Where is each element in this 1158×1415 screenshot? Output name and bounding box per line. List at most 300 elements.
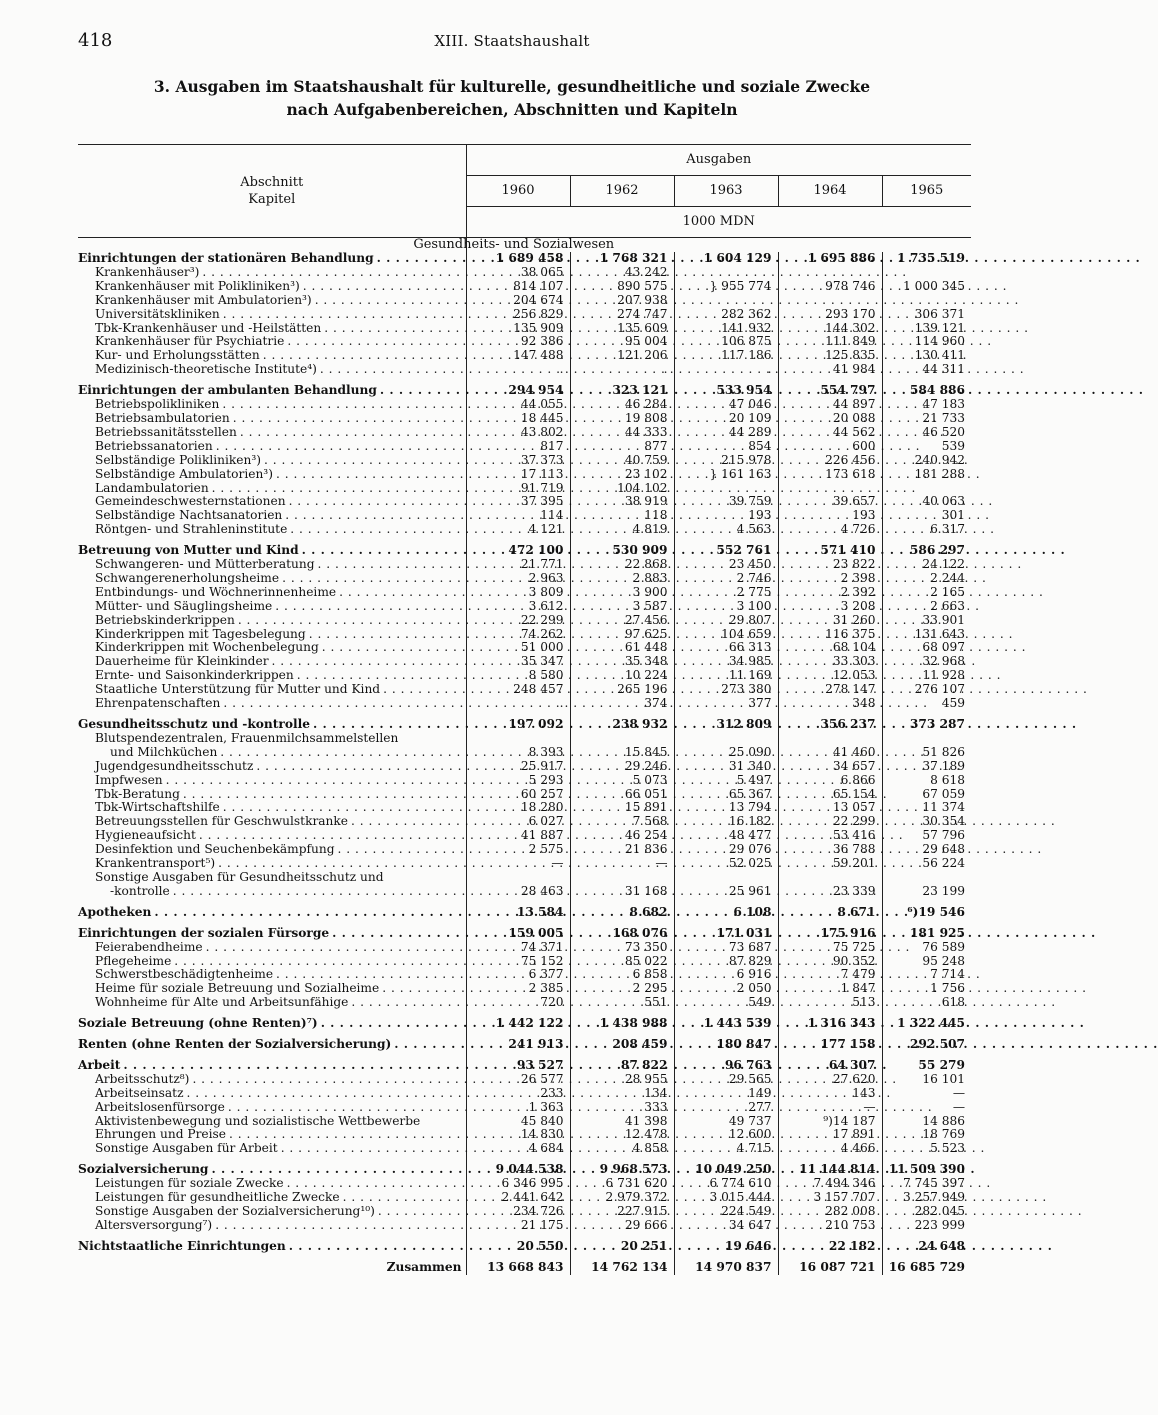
row-label — [78, 774, 466, 788]
value-cell-1963: 19 646 — [674, 1240, 778, 1254]
table-row-section — [78, 906, 971, 920]
table-row — [78, 829, 971, 843]
value-cell-1965: 67 059 — [882, 788, 971, 802]
row-label-text: Selbständige Ambulatorien³) — [95, 466, 273, 481]
leader-dots — [317, 363, 1024, 377]
value-cell-1963: 180 847 — [674, 1038, 778, 1052]
leader-dots — [220, 308, 927, 322]
value-cell-1960: 25 917 — [466, 760, 570, 774]
row-label — [78, 927, 466, 941]
value-cell-1960: 5 293 — [466, 774, 570, 788]
table-title-line-1: 3. Ausgaben im Staatshaushalt für kulturelle, gesundheitliche und soziale Zwecke — [153, 77, 871, 96]
value-cell-1963: 215 978 — [674, 454, 778, 468]
value-cell-1965: 1 000 345 — [882, 280, 971, 294]
row-label — [78, 746, 466, 760]
table-title-line-2: nach Aufgabenbereichen, Abschnitten und Kapiteln — [286, 100, 738, 119]
value-cell-1964: 59 201 — [778, 857, 882, 871]
value-cell-1960: 38 065 — [466, 266, 570, 280]
row-label-text: Arbeitseinsatz — [95, 1085, 184, 1100]
leader-dots — [318, 1017, 1085, 1031]
value-cell-1962: 8 682 — [570, 906, 674, 920]
value-cell-1960: 1 689 458 — [466, 252, 570, 266]
row-label-text: Sonstige Ausgaben für Gesundheitsschutz und — [95, 869, 384, 884]
value-cell-1963: 44 289 — [674, 426, 778, 440]
value-cell-1965: 30 354 — [882, 815, 971, 829]
table-row — [78, 468, 971, 482]
row-label-text: Krankentransport⁵) — [95, 856, 216, 871]
value-cell-1960: 2 441 642 — [466, 1191, 570, 1205]
value-cell-1963: 6 108 — [674, 906, 778, 920]
value-cell-1964: 193 — [778, 509, 882, 523]
value-cell-1963: 193 — [674, 509, 778, 523]
value-cell-1960: 147 488 — [466, 349, 570, 363]
table-row — [78, 266, 971, 280]
value-cell-1964: — — [778, 1101, 882, 1115]
header-year: 1964 — [778, 176, 882, 207]
value-cell-1964: 177 158 — [778, 1038, 882, 1052]
value-cell-1962: 238 932 — [570, 718, 674, 732]
value-cell-1960: 6 346 995 — [466, 1177, 570, 1191]
value-cell-1962: 61 448 — [570, 641, 674, 655]
value-cell-1963: 73 687 — [674, 941, 778, 955]
value-cell-1962: 135 609 — [570, 322, 674, 336]
value-cell-1962: 12 478 — [570, 1128, 674, 1142]
value-cell-1963: 49 737 — [674, 1115, 778, 1129]
table-row — [78, 1191, 971, 1205]
value-cell-1962: . — [570, 363, 674, 377]
row-label-text: Schwangerenerholungsheime — [95, 570, 280, 585]
value-cell-1960: 241 913 — [466, 1038, 570, 1052]
value-cell-1962: 877 — [570, 440, 674, 454]
row-label — [78, 829, 466, 843]
value-cell-1962: 227 915 — [570, 1205, 674, 1219]
value-cell-1960: . — [466, 697, 570, 711]
row-label-text: Krankenhäuser mit Polikliniken³) — [95, 278, 300, 293]
table-row — [78, 308, 971, 322]
value-cell-1964 — [778, 732, 882, 746]
value-cell-1963: 25 090 — [674, 746, 778, 760]
table-row — [78, 1087, 971, 1101]
row-label-text: Selbständige Nachtsanatorien — [95, 508, 283, 523]
table-row — [78, 669, 971, 683]
value-cell-1965: 18 769 — [882, 1128, 971, 1142]
value-cell-1960: 22 299 — [466, 614, 570, 628]
value-cell-1965: 6 317 — [882, 523, 971, 537]
value-cell-1963: 96 763 — [674, 1059, 778, 1073]
value-cell-1965: 373 287 — [882, 718, 971, 732]
table-row — [78, 349, 971, 363]
value-cell-1965: 223 999 — [882, 1219, 971, 1233]
value-cell-1960: 4 121 — [466, 523, 570, 537]
value-cell-1964: 39 657 — [778, 495, 882, 509]
row-label — [78, 697, 466, 711]
row-label-text: Medizinisch-theoretische Institute⁴) — [95, 362, 317, 377]
table-row-section — [78, 1163, 971, 1177]
value-cell-1963: 87 829 — [674, 955, 778, 969]
value-cell-1963: 854 — [674, 440, 778, 454]
row-label — [78, 440, 466, 454]
row-label-text: Apotheken — [78, 904, 152, 919]
row-label — [78, 885, 466, 899]
value-cell-1964: 1 695 886 — [778, 252, 882, 266]
row-label-text: Ernte- und Saisonkinderkrippen — [95, 668, 294, 683]
row-label-text: Heime für soziale Betreuung und Sozialheime — [95, 981, 380, 996]
value-cell-1962: 35 348 — [570, 655, 674, 669]
value-cell-1962: 5 073 — [570, 774, 674, 788]
header-kapitel: Kapitel — [248, 192, 296, 207]
value-cell-1962: — — [570, 857, 674, 871]
value-cell-1962: 3 587 — [570, 600, 674, 614]
header-unit: 1000 MDN — [466, 207, 971, 238]
value-cell-1962: 15 845 — [570, 746, 674, 760]
value-cell-1965: 301 — [882, 509, 971, 523]
value-cell-1960: 159 005 — [466, 927, 570, 941]
row-label — [78, 523, 466, 537]
value-cell-1962: 2 295 — [570, 982, 674, 996]
row-label — [78, 655, 466, 669]
row-label — [78, 412, 466, 426]
row-label — [78, 363, 466, 377]
row-label-text: Soziale Betreuung (ohne Renten)⁷) — [78, 1016, 318, 1031]
table-header — [78, 145, 971, 253]
table-row — [78, 1115, 971, 1129]
row-label-text: Ehrungen und Preise — [95, 1127, 226, 1142]
row-label-text: Kinderkrippen mit Tagesbelegung — [95, 626, 306, 641]
row-label — [78, 482, 466, 496]
row-label — [78, 335, 466, 349]
row-label — [78, 495, 466, 509]
value-cell-1960: 74 262 — [466, 628, 570, 642]
value-cell-1965: 23 199 — [882, 885, 971, 899]
row-label-text: Betreuung von Mutter und Kind — [78, 543, 299, 558]
value-cell-1965: 16 101 — [882, 1073, 971, 1087]
value-cell-1964: 513 — [778, 996, 882, 1010]
row-label-text: Ehrenpatenschaften — [95, 696, 221, 711]
leader-dots — [220, 801, 927, 815]
row-label-text: Aktivistenbewegung und sozialistische Wettbewerbe — [95, 1113, 421, 1128]
row-label — [78, 871, 466, 885]
value-cell-1960: 93 527 — [466, 1059, 570, 1073]
value-cell-1964: 571 410 — [778, 544, 882, 558]
row-label — [78, 1261, 466, 1275]
row-label — [78, 426, 466, 440]
row-label — [78, 252, 466, 266]
value-cell-1962: 14 762 134 — [570, 1261, 674, 1275]
table-row — [78, 843, 971, 857]
value-cell-1963: 23 450 — [674, 558, 778, 572]
leader-dots — [329, 927, 1096, 941]
row-label — [78, 1038, 466, 1052]
value-cell-1965: 21 733 — [882, 412, 971, 426]
row-label-text: Gemeindeschwesternstationen — [95, 494, 286, 509]
value-cell-1963: 282 362 — [674, 308, 778, 322]
row-label-text: Kur- und Erholungsstätten — [95, 348, 260, 363]
value-cell-1964: 6 866 — [778, 774, 882, 788]
value-cell-1960 — [466, 871, 570, 885]
value-cell-1965 — [882, 871, 971, 885]
table-row — [78, 683, 971, 697]
value-cell-1965: 5 523 — [882, 1142, 971, 1156]
row-label-text: Universitätskliniken — [95, 306, 220, 321]
value-cell-1965: 68 097 — [882, 641, 971, 655]
row-label-text: Arbeitsschutz⁸) — [95, 1071, 190, 1086]
value-cell-1963: 6 774 610 — [674, 1177, 778, 1191]
row-label — [78, 760, 466, 774]
value-cell-1962: 2 883 — [570, 572, 674, 586]
value-cell-1965: 95 248 — [882, 955, 971, 969]
value-cell-1962: 44 333 — [570, 426, 674, 440]
value-cell-1960: 18 280 — [466, 801, 570, 815]
value-cell-1962: 4 819 — [570, 523, 674, 537]
row-label-text: Betriebskinderkrippen — [95, 612, 235, 627]
page-header — [0, 30, 1024, 54]
row-label-text: Feierabendheime — [95, 939, 203, 954]
row-label-text: Einrichtungen der sozialen Fürsorge — [78, 925, 330, 940]
header-year: 1965 — [882, 176, 971, 207]
chapter-heading: XIII. Staatshaushalt — [434, 32, 590, 50]
value-cell-1962: 19 808 — [570, 412, 674, 426]
value-cell-1965: — — [882, 1101, 971, 1115]
row-label — [78, 941, 466, 955]
value-cell-1965: 2 663 — [882, 600, 971, 614]
value-cell-1963: 2 050 — [674, 982, 778, 996]
row-label — [78, 1205, 466, 1219]
table-row — [78, 482, 971, 496]
table-row — [78, 1101, 971, 1115]
table-row — [78, 600, 971, 614]
value-cell-1965: 139 121 — [882, 322, 971, 336]
row-label — [78, 683, 466, 697]
table-row — [78, 412, 971, 426]
row-label — [78, 384, 466, 398]
value-cell-1965: 57 796 — [882, 829, 971, 843]
value-cell-1965: 7 745 397 — [882, 1177, 971, 1191]
table-row — [78, 1142, 971, 1156]
value-cell-1964: 20 088 — [778, 412, 882, 426]
value-cell-1962: 890 575 — [570, 280, 674, 294]
value-cell-1964: 41 984 — [778, 363, 882, 377]
value-cell-1964: 13 057 — [778, 801, 882, 815]
value-cell-1965: 1 735 519 — [882, 252, 971, 266]
row-label — [78, 1059, 466, 1073]
value-cell-1964: 11 144 814 — [778, 1163, 882, 1177]
value-cell-1963: 39 759 — [674, 495, 778, 509]
value-cell-1965: 46 520 — [882, 426, 971, 440]
value-cell-1963: 106 875 — [674, 335, 778, 349]
value-cell-1963: 5 497 — [674, 774, 778, 788]
value-cell-1962: 41 398 — [570, 1115, 674, 1129]
value-cell-1962: 95 004 — [570, 335, 674, 349]
value-cell-1962: 29 666 — [570, 1219, 674, 1233]
value-cell-1963: . — [674, 363, 778, 377]
value-cell-1960: 51 000 — [466, 641, 570, 655]
value-cell-1963: 4 715 — [674, 1142, 778, 1156]
row-label-text: Pflegeheime — [95, 953, 172, 968]
value-cell-1964: 7 479 — [778, 968, 882, 982]
value-cell-1960: 197 092 — [466, 718, 570, 732]
row-label — [78, 788, 466, 802]
value-cell-1960: 472 100 — [466, 544, 570, 558]
value-cell-1964: 22 182 — [778, 1240, 882, 1254]
value-cell-1964: 16 087 721 — [778, 1261, 882, 1275]
value-cell-1965: 181 288 — [882, 468, 971, 482]
value-cell-1965: 3 257 949 — [882, 1191, 971, 1205]
value-cell-1964: 282 008 — [778, 1205, 882, 1219]
value-cell-1964: 75 725 — [778, 941, 882, 955]
row-label-text: Betriebsambulatorien — [95, 410, 230, 425]
row-label — [78, 857, 466, 871]
value-cell-1962: 333 — [570, 1101, 674, 1115]
value-cell-1964: 4 726 — [778, 523, 882, 537]
table-row — [78, 363, 971, 377]
row-label — [78, 1115, 466, 1129]
value-cell-1960: 43 802 — [466, 426, 570, 440]
value-cell-1964: 31 260 — [778, 614, 882, 628]
value-cell-1965: 24 648 — [882, 1240, 971, 1254]
value-cell-1960: 20 550 — [466, 1240, 570, 1254]
value-cell-1964: 278 147 — [778, 683, 882, 697]
value-cell-1965: 76 589 — [882, 941, 971, 955]
value-cell-1963: 171 031 — [674, 927, 778, 941]
row-label-text: Krankenhäuser für Psychiatrie — [95, 334, 285, 349]
table-row — [78, 523, 971, 537]
value-cell-1960: 44 055 — [466, 398, 570, 412]
value-cell-1964: 44 897 — [778, 398, 882, 412]
value-cell-1964: 554 797 — [778, 384, 882, 398]
value-cell-1960: 18 445 — [466, 412, 570, 426]
value-cell-1962: 530 909 — [570, 544, 674, 558]
value-cell-1964: 116 375 — [778, 628, 882, 642]
leader-dots — [391, 1038, 1158, 1052]
value-cell-1962: 38 919 — [570, 495, 674, 509]
table-row — [78, 572, 971, 586]
value-cell-1962: 104 102 — [570, 482, 674, 496]
row-label-text: und Milchküchen — [110, 744, 218, 759]
value-cell-1960: 26 577 — [466, 1073, 570, 1087]
row-label-text: Desinfektion und Seuchenbekämpfung — [95, 842, 335, 857]
value-cell-1964: 7 494 346 — [778, 1177, 882, 1191]
value-cell-1965: 29 648 — [882, 843, 971, 857]
value-cell-1965: 584 886 — [882, 384, 971, 398]
value-cell-1962: 28 955 — [570, 1073, 674, 1087]
value-cell-1962: 46 254 — [570, 829, 674, 843]
row-label — [78, 641, 466, 655]
leader-dots — [212, 1219, 919, 1233]
value-cell-1963: 1 604 129 — [674, 252, 778, 266]
value-cell-1965: 32 968 — [882, 655, 971, 669]
row-label — [78, 1128, 466, 1142]
value-cell-1963: 1 443 539 — [674, 1017, 778, 1031]
value-cell-1962: 1 438 988 — [570, 1017, 674, 1031]
value-cell-1960: 41 887 — [466, 829, 570, 843]
value-cell-1963 — [674, 871, 778, 885]
table-row — [78, 746, 971, 760]
row-label-text: Nichtstaatliche Einrichtungen — [78, 1238, 286, 1253]
table-row — [78, 968, 971, 982]
value-cell-1965: — — [882, 1087, 971, 1101]
value-cell-1965: 47 183 — [882, 398, 971, 412]
value-cell-1962: 97 625 — [570, 628, 674, 642]
table-row — [78, 628, 971, 642]
row-label-text: Mütter- und Säuglingsheime — [95, 598, 273, 613]
value-cell-1964: 8 671 — [778, 906, 882, 920]
row-label — [78, 1087, 466, 1101]
value-cell-1963: 552 761 — [674, 544, 778, 558]
row-label-text: Schwangeren- und Mütterberatung — [95, 557, 315, 572]
value-cell-1965: 8 618 — [882, 774, 971, 788]
value-cell-1964: 23 339 — [778, 885, 882, 899]
value-cell-1965: 1 756 — [882, 982, 971, 996]
section-title — [413, 237, 971, 253]
value-cell-1963: 2 775 — [674, 586, 778, 600]
value-cell-1962: 15 891 — [570, 801, 674, 815]
value-cell-1964: 34 657 — [778, 760, 882, 774]
header-year: 1963 — [674, 176, 778, 207]
row-label — [78, 1219, 466, 1233]
table-row-section — [78, 1240, 971, 1254]
row-label — [78, 1142, 466, 1156]
page-number: 418 — [78, 30, 113, 51]
value-cell-1962: 2 979 372 — [570, 1191, 674, 1205]
row-label — [78, 718, 466, 732]
row-label — [78, 1177, 466, 1191]
value-cell-1964: 2 398 — [778, 572, 882, 586]
row-label-text: Betreuungsstellen für Geschwulstkranke — [95, 814, 348, 829]
value-cell-1962: 551 — [570, 996, 674, 1010]
table-row — [78, 280, 971, 294]
value-cell-1965: 37 189 — [882, 760, 971, 774]
leader-dots — [379, 982, 1086, 996]
value-cell-1960: 92 386 — [466, 335, 570, 349]
row-label — [78, 1163, 466, 1177]
value-cell-1962: 1 768 321 — [570, 252, 674, 266]
value-cell-1965: 2 244 — [882, 572, 971, 586]
value-cell-1962: 20 251 — [570, 1240, 674, 1254]
row-label — [78, 349, 466, 363]
row-label-text: Gesundheitsschutz und -kontrolle — [78, 717, 310, 731]
row-label — [78, 1017, 466, 1031]
value-cell-1960: 14 830 — [466, 1128, 570, 1142]
header-abschnitt: Abschnitt — [240, 175, 304, 190]
value-cell-1960: 17 113 — [466, 468, 570, 482]
leader-dots — [217, 746, 924, 760]
leader-dots — [226, 1128, 933, 1142]
table-row-section — [78, 1261, 971, 1275]
table-row — [78, 760, 971, 774]
value-cell-1964: 111 849 — [778, 335, 882, 349]
value-cell-1965: 282 045 — [882, 1205, 971, 1219]
value-cell-1962: 29 246 — [570, 760, 674, 774]
table-row — [78, 788, 971, 802]
value-cell-1965: 1 322 445 — [882, 1017, 971, 1031]
value-cell-1965: 114 960 — [882, 335, 971, 349]
row-label-text: Schwerstbeschädigtenheime — [95, 967, 274, 982]
row-label — [78, 454, 466, 468]
row-label-text: Tbk-Beratung — [95, 786, 180, 801]
value-cell-1963: 16 182 — [674, 815, 778, 829]
value-cell-1960: 74 371 — [466, 941, 570, 955]
value-cell-1963: 65 367 — [674, 788, 778, 802]
value-cell-1962: 85 022 — [570, 955, 674, 969]
row-label-text: Entbindungs- und Wöchnerinnenheime — [95, 584, 337, 599]
value-cell-1964: 175 916 — [778, 927, 882, 941]
row-label-text: Tbk-Wirtschaftshilfe — [95, 800, 220, 815]
value-cell-1965: 130 411 — [882, 349, 971, 363]
value-cell-1963: } 161 163 — [674, 468, 778, 482]
table-row — [78, 440, 971, 454]
row-label — [78, 628, 466, 642]
row-label-text: Sonstige Ausgaben der Sozialversicherung¹⁰) — [95, 1204, 375, 1218]
